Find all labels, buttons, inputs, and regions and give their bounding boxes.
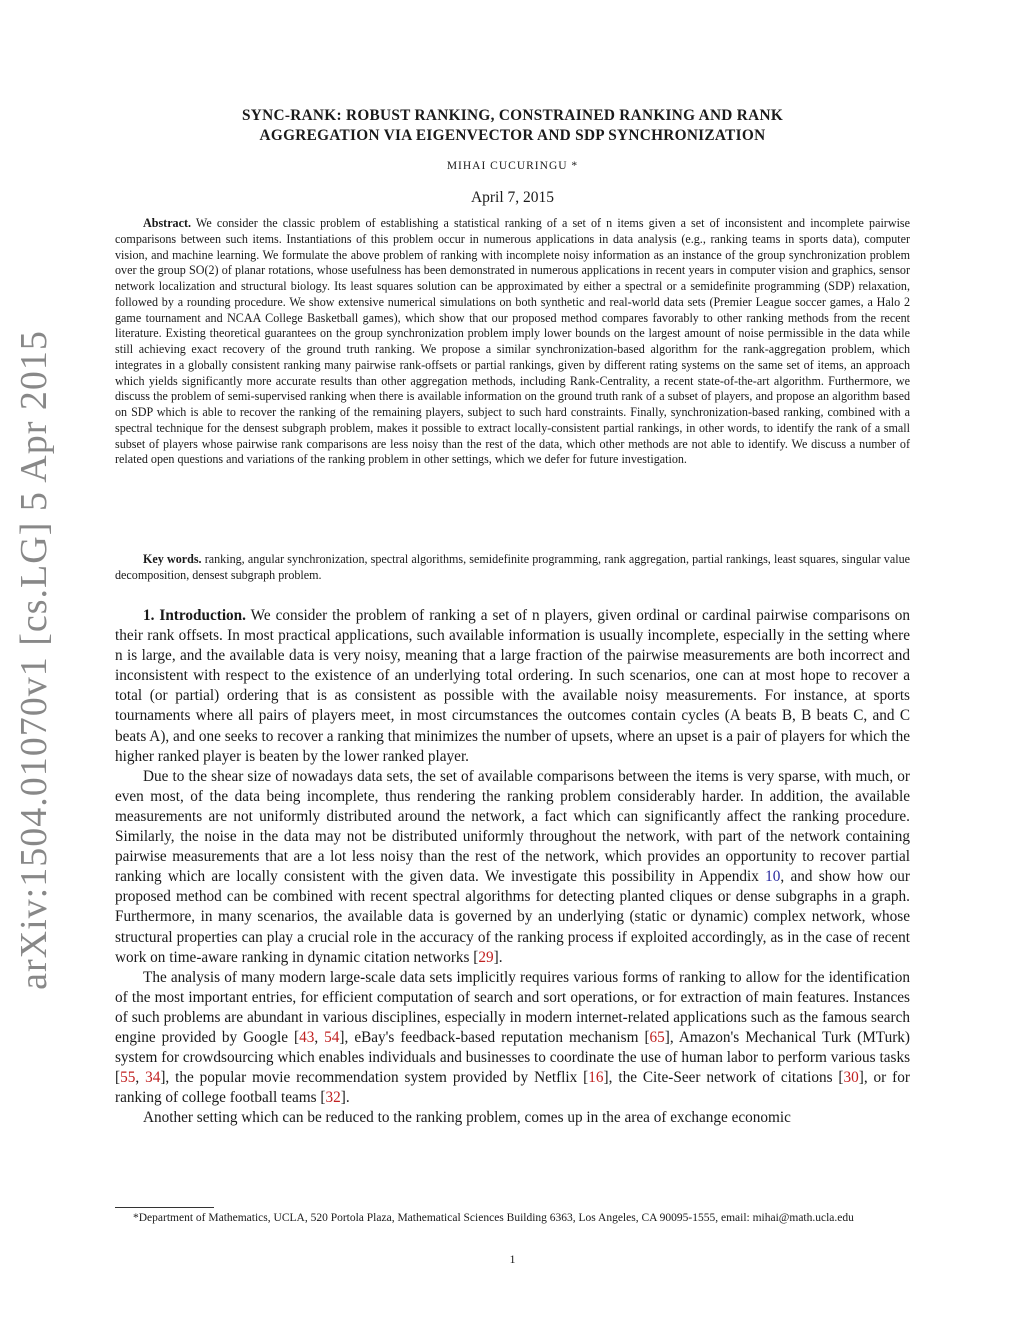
abstract-label: Abstract.: [143, 216, 192, 230]
arxiv-identifier-text: arXiv:1504.01070v1 [cs.LG] 5 Apr 2015: [13, 330, 56, 990]
citation-link[interactable]: 65: [649, 1028, 665, 1046]
author-name: MIHAI CUCURINGU *: [446, 160, 579, 172]
citation-link[interactable]: 16: [588, 1069, 604, 1087]
footnote-divider: [115, 1207, 214, 1208]
appendix-link[interactable]: 10: [765, 868, 781, 886]
intro-paragraph-1: 1. Introduction. We consider the problem of ranking a set of n players, given ordinal or cardinal pairwise comparisons on their rank offsets. In most practical applications, such available information is usually incomplete, especially in the setting where n is large, and the available data is very noisy, meaning that a large fraction of the pairwise measurements are both incorrect and inconsistent with respect to the existence of an underlying total ordering. In such scenarios, one can at most hope to recover a total (or partial) ordering that is as consistent as possible with the available noisy measurements. For instance, at sports tournaments where all pairs of players meet, in most circumstances the outcomes contain cycles (A beats B, B beats C, and C beats A), and one seeks to recover a ranking that minimizes the number of upsets, where an upset is a pair of players for which the higher ranked player is beaten by the lower ranked player.: [115, 607, 911, 765]
arxiv-identifier-stamp: [4, 330, 64, 990]
publication-date: April 7, 2015: [470, 189, 555, 206]
citation-link[interactable]: 34: [145, 1069, 161, 1087]
title-line-2: AGGREGATION VIA EIGENVECTOR AND SDP SYNCHRONIZATION: [259, 127, 766, 144]
keywords-text: ranking, angular synchronization, spectral algorithms, semidefinite programming, rank aggregation, partial rankings, least squares, singular value decomposition, densest subgraph problem.: [115, 552, 910, 582]
title-line-1: SYNC-RANK: ROBUST RANKING, CONSTRAINED RANKING AND RANK: [241, 107, 784, 124]
keywords: [115, 552, 910, 584]
citation-link[interactable]: 43: [299, 1028, 315, 1046]
citation-link[interactable]: 55: [120, 1069, 136, 1087]
paper-title: [115, 106, 910, 146]
intro-paragraph-4: Another setting which can be reduced to the ranking problem, comes up in the area of exchange economic: [143, 1109, 791, 1127]
citation-link[interactable]: 54: [324, 1028, 340, 1046]
intro-paragraph-3: The analysis of many modern large-scale data sets implicitly requires various forms of ranking to allow for the identification of the most important entries, for efficient computation of search and sort operations, or for extraction of main features. Instances of such problems are abundant in various disciplines, especially in modern internet-related applications such as the famous search engine provided by Google [43, 54], eBay's feedback-based reputation mechanism [65], Amazon's Mechanical Turk (MTurk) system for crowdsourcing which enables individuals and businesses to coordinate the use of human labor to perform various tasks [55, 34], the popular movie recommendation system provided by Netflix [16], the Cite-Seer network of citations [30], or for ranking of college football teams [32].: [115, 968, 910, 1107]
keywords-label: Key words.: [143, 552, 202, 566]
author-footnote: *Department of Mathematics, UCLA, 520 Portola Plaza, Mathematical Sciences Building 6363, Los Angeles, CA 90095-1555, email: mihai@math.ucla.edu: [133, 1212, 854, 1224]
introduction-section: [115, 606, 910, 1128]
citation-link[interactable]: 29: [478, 948, 494, 966]
intro-paragraph-2: Due to the shear size of nowadays data sets, the set of available comparisons between the items is very sparse, with much, or even most, of the data being incomplete, thus rendering the ranking problem considerably harder. In addition, the available measurements are not uniformly distributed around the network, a fact which can significantly affect the ranking procedure. Similarly, the noise in the data may not be distributed uniformly throughout the network, with part of the network containing pairwise measurements that are a lot less noisy than the rest of the network, which provides an opportunity to recover partial ranking which are locally consistent with the given data. We investigate this possibility in Appendix 10, and show how our proposed method can be combined with recent spectral algorithms for detecting planted cliques or dense subgraphs in a graph. Furthermore, in many scenarios, the available data is governed by an underlying (static or dynamic) complex network, whose structural properties can play a crucial role in the accuracy of the ranking process if exploited accordingly, as in the case of recent work on time-aware ranking in dynamic citation networks [29].: [115, 767, 911, 966]
citation-link[interactable]: 32: [325, 1089, 341, 1107]
abstract-text: We consider the classic problem of establishing a statistical ranking of a set of n items given a set of inconsistent and incomplete pairwise comparisons between such items. Instantiations of this problem occur in numerous applications in data analysis (e.g., ranking teams in sports data), computer vision, and machine learning. We formulate the above problem of ranking with incomplete noisy information as an instance of the group synchronization problem over the group SO(2) of planar rotations, whose usefulness has been demonstrated in numerous applications in recent years in computer vision and graphics, sensor network localization and structural biology. Its least squares solution can be approximated by either a spectral or a semidefinite programming (SDP) relaxation, followed by a rounding procedure. We show extensive numerical simulations on both synthetic and real-world data sets (Premier League soccer games, a Halo 2 game tournament and NCAA College Basketball games), which show that our proposed method compares favorably to other ranking methods from the recent literature. Existing theoretical guarantees on the group synchronization problem imply lower bounds on the largest amount of noise permissible in the data while still achieving exact recovery of the ground truth ranking. We propose a similar synchronization-based algorithm for the rank-aggregation problem, which integrates in a globally consistent ranking many pairwise rank-offsets or partial rankings, given by different rating systems on the same set of items, an approach which yields significantly more accurate results than other aggregation methods, including Rank-Centrality, a recent state-of-the-art algorithm. Furthermore, we discuss the problem of semi-supervised ranking when there is available information on the ground truth rank of a subset of players, and propose an algorithm based on SDP which is able to recover the ranking of the remaining players, subject to such hard constraints. Finally, synchronization-based ranking, combined with a spectral technique for the densest subgraph problem, makes it possible to extract locally-consistent partial rankings, in other words, to identify the rank of a small subset of players whose pairwise rank comparisons are less noisy than the rest of the data, which other methods are not able to identify. We discuss a number of related open questions and variations of the ranking problem in other settings, which we defer for future investigation.: [115, 216, 910, 467]
section-heading: 1. Introduction.: [143, 607, 246, 624]
abstract: [115, 216, 910, 468]
citation-link[interactable]: 30: [843, 1069, 859, 1087]
page-number: 1: [509, 1252, 516, 1266]
